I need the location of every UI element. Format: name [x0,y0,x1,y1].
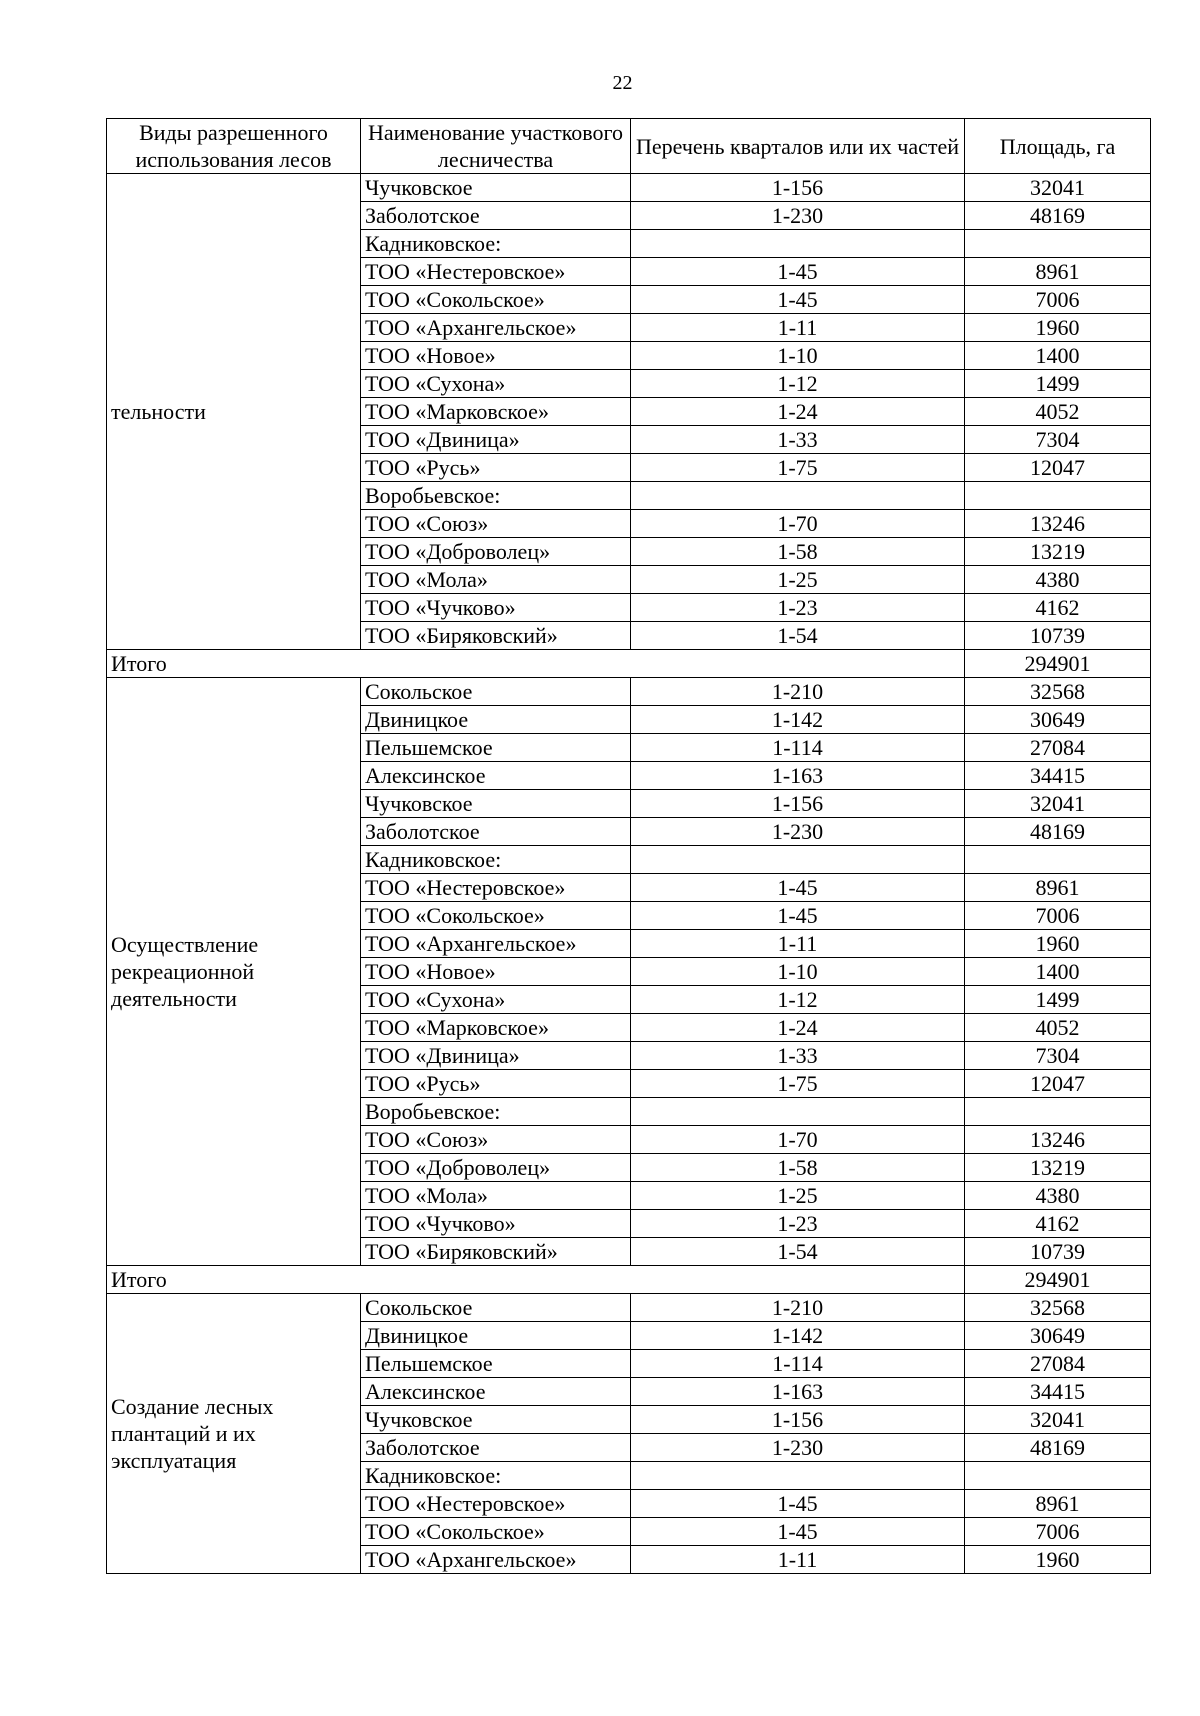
district-name-cell: Пельшемское [361,1350,631,1378]
quarters-cell: 1-11 [631,1546,965,1574]
area-cell [965,1098,1151,1126]
quarters-cell: 1-230 [631,202,965,230]
district-name-cell: ТОО «Сухона» [361,370,631,398]
quarters-cell: 1-12 [631,370,965,398]
quarters-cell: 1-75 [631,454,965,482]
quarters-cell: 1-11 [631,314,965,342]
district-name-cell: ТОО «Чучково» [361,1210,631,1238]
table-row [107,174,1151,202]
area-cell: 7006 [965,902,1151,930]
area-cell: 1499 [965,370,1151,398]
quarters-cell: 1-45 [631,286,965,314]
area-cell: 30649 [965,1322,1151,1350]
quarters-cell: 1-230 [631,1434,965,1462]
area-cell: 4052 [965,1014,1151,1042]
quarters-cell: 1-210 [631,1294,965,1322]
quarters-cell: 1-156 [631,174,965,202]
table-row [107,1294,1151,1322]
area-cell: 8961 [965,258,1151,286]
area-cell: 4052 [965,398,1151,426]
district-name-cell: Сокольское [361,1294,631,1322]
quarters-cell [631,230,965,258]
area-cell: 12047 [965,454,1151,482]
area-cell [965,846,1151,874]
quarters-cell: 1-45 [631,874,965,902]
table-row [107,678,1151,706]
district-name-cell: ТОО «Мола» [361,566,631,594]
quarters-cell: 1-45 [631,1518,965,1546]
area-cell: 1960 [965,1546,1151,1574]
area-cell: 1499 [965,986,1151,1014]
quarters-cell: 1-142 [631,706,965,734]
area-cell: 30649 [965,706,1151,734]
area-cell: 32568 [965,678,1151,706]
district-name-cell: ТОО «Сокольское» [361,902,631,930]
quarters-cell: 1-23 [631,1210,965,1238]
area-cell: 48169 [965,1434,1151,1462]
quarters-cell [631,1098,965,1126]
quarters-cell: 1-210 [631,678,965,706]
district-name-cell: ТОО «Сокольское» [361,1518,631,1546]
area-cell: 32041 [965,1406,1151,1434]
area-cell: 27084 [965,734,1151,762]
district-name-cell: ТОО «Мола» [361,1182,631,1210]
use-type-cell: тельности [107,174,361,650]
quarters-cell: 1-10 [631,958,965,986]
quarters-cell: 1-75 [631,1070,965,1098]
district-name-cell: ТОО «Чучково» [361,594,631,622]
district-name-cell: Заболотское [361,818,631,846]
area-cell: 4162 [965,1210,1151,1238]
area-cell: 7006 [965,286,1151,314]
area-cell: 1960 [965,314,1151,342]
district-name-cell: Алексинское [361,1378,631,1406]
area-cell: 34415 [965,1378,1151,1406]
quarters-cell: 1-24 [631,398,965,426]
district-name-cell: Воробьевское: [361,1098,631,1126]
quarters-cell: 1-33 [631,1042,965,1070]
use-type-cell: Создание лесных плантаций и их эксплуатация [107,1294,361,1574]
quarters-cell [631,1462,965,1490]
district-name-cell: ТОО «Марковское» [361,1014,631,1042]
area-cell: 8961 [965,1490,1151,1518]
district-name-cell: Чучковское [361,1406,631,1434]
quarters-cell: 1-45 [631,258,965,286]
district-name-cell: ТОО «Архангельское» [361,1546,631,1574]
district-name-cell: Пельшемское [361,734,631,762]
area-cell [965,230,1151,258]
district-name-cell: Кадниковское: [361,1462,631,1490]
district-name-cell: ТОО «Нестеровское» [361,258,631,286]
area-cell: 1960 [965,930,1151,958]
area-cell: 4380 [965,1182,1151,1210]
table-body [107,174,1151,1574]
quarters-cell: 1-54 [631,1238,965,1266]
district-name-cell: Чучковское [361,790,631,818]
quarters-cell [631,846,965,874]
area-cell: 13219 [965,1154,1151,1182]
header-use-type: Виды разрешенного использования лесов [107,119,361,174]
quarters-cell: 1-33 [631,426,965,454]
total-area: 294901 [965,1266,1151,1294]
district-name-cell: ТОО «Архангельское» [361,314,631,342]
district-name-cell: ТОО «Биряковский» [361,622,631,650]
district-name-cell: ТОО «Архангельское» [361,930,631,958]
quarters-cell: 1-45 [631,902,965,930]
area-cell: 13219 [965,538,1151,566]
quarters-cell: 1-11 [631,930,965,958]
district-name-cell: ТОО «Двиница» [361,426,631,454]
quarters-cell: 1-70 [631,1126,965,1154]
district-name-cell: Кадниковское: [361,230,631,258]
area-cell: 27084 [965,1350,1151,1378]
quarters-cell: 1-142 [631,1322,965,1350]
district-name-cell: ТОО «Русь» [361,1070,631,1098]
area-cell: 7006 [965,1518,1151,1546]
area-cell: 7304 [965,1042,1151,1070]
quarters-cell: 1-58 [631,1154,965,1182]
quarters-cell: 1-12 [631,986,965,1014]
total-label: Итого [107,650,965,678]
area-cell: 8961 [965,874,1151,902]
area-cell: 12047 [965,1070,1151,1098]
district-name-cell: Заболотское [361,202,631,230]
quarters-cell: 1-23 [631,594,965,622]
district-name-cell: ТОО «Нестеровское» [361,1490,631,1518]
district-name-cell: Заболотское [361,1434,631,1462]
district-name-cell: Воробьевское: [361,482,631,510]
quarters-cell: 1-25 [631,566,965,594]
area-cell: 48169 [965,818,1151,846]
total-row [107,650,1151,678]
area-cell: 10739 [965,1238,1151,1266]
total-row [107,1266,1151,1294]
district-name-cell: ТОО «Доброволец» [361,1154,631,1182]
area-cell: 34415 [965,762,1151,790]
quarters-cell: 1-25 [631,1182,965,1210]
district-name-cell: ТОО «Союз» [361,1126,631,1154]
district-name-cell: ТОО «Русь» [361,454,631,482]
total-area: 294901 [965,650,1151,678]
quarters-cell: 1-114 [631,1350,965,1378]
header-quarters: Перечень кварталов или их частей [631,119,965,174]
quarters-cell: 1-156 [631,790,965,818]
quarters-cell: 1-156 [631,1406,965,1434]
quarters-cell: 1-163 [631,762,965,790]
area-cell: 32568 [965,1294,1151,1322]
district-name-cell: ТОО «Новое» [361,958,631,986]
district-name-cell: Алексинское [361,762,631,790]
quarters-cell: 1-230 [631,818,965,846]
area-cell: 32041 [965,790,1151,818]
district-name-cell: Двиницкое [361,1322,631,1350]
district-name-cell: ТОО «Союз» [361,510,631,538]
district-name-cell: ТОО «Доброволец» [361,538,631,566]
quarters-cell: 1-10 [631,342,965,370]
page-number: 22 [612,72,633,94]
area-cell [965,482,1151,510]
quarters-cell: 1-45 [631,1490,965,1518]
area-cell: 4380 [965,566,1151,594]
quarters-cell: 1-114 [631,734,965,762]
quarters-cell: 1-54 [631,622,965,650]
table-header-row [107,119,1151,174]
area-cell: 4162 [965,594,1151,622]
district-name-cell: ТОО «Марковское» [361,398,631,426]
district-name-cell: ТОО «Сокольское» [361,286,631,314]
district-name-cell: Чучковское [361,174,631,202]
header-area: Площадь, га [965,119,1151,174]
area-cell: 32041 [965,174,1151,202]
district-name-cell: Сокольское [361,678,631,706]
area-cell: 1400 [965,958,1151,986]
quarters-cell: 1-163 [631,1378,965,1406]
district-name-cell: ТОО «Двиница» [361,1042,631,1070]
district-name-cell: ТОО «Сухона» [361,986,631,1014]
district-name-cell: ТОО «Биряковский» [361,1238,631,1266]
area-cell: 13246 [965,510,1151,538]
forest-use-table [106,118,1151,1574]
area-cell: 48169 [965,202,1151,230]
area-cell: 7304 [965,426,1151,454]
quarters-cell: 1-24 [631,1014,965,1042]
district-name-cell: ТОО «Нестеровское» [361,874,631,902]
district-name-cell: Кадниковское: [361,846,631,874]
area-cell: 13246 [965,1126,1151,1154]
header-district-name: Наименование участкового лесничества [361,119,631,174]
area-cell [965,1462,1151,1490]
district-name-cell: ТОО «Новое» [361,342,631,370]
use-type-cell: Осуществление рекреационной деятельности [107,678,361,1266]
quarters-cell [631,482,965,510]
quarters-cell: 1-58 [631,538,965,566]
total-label: Итого [107,1266,965,1294]
quarters-cell: 1-70 [631,510,965,538]
area-cell: 10739 [965,622,1151,650]
district-name-cell: Двиницкое [361,706,631,734]
area-cell: 1400 [965,342,1151,370]
